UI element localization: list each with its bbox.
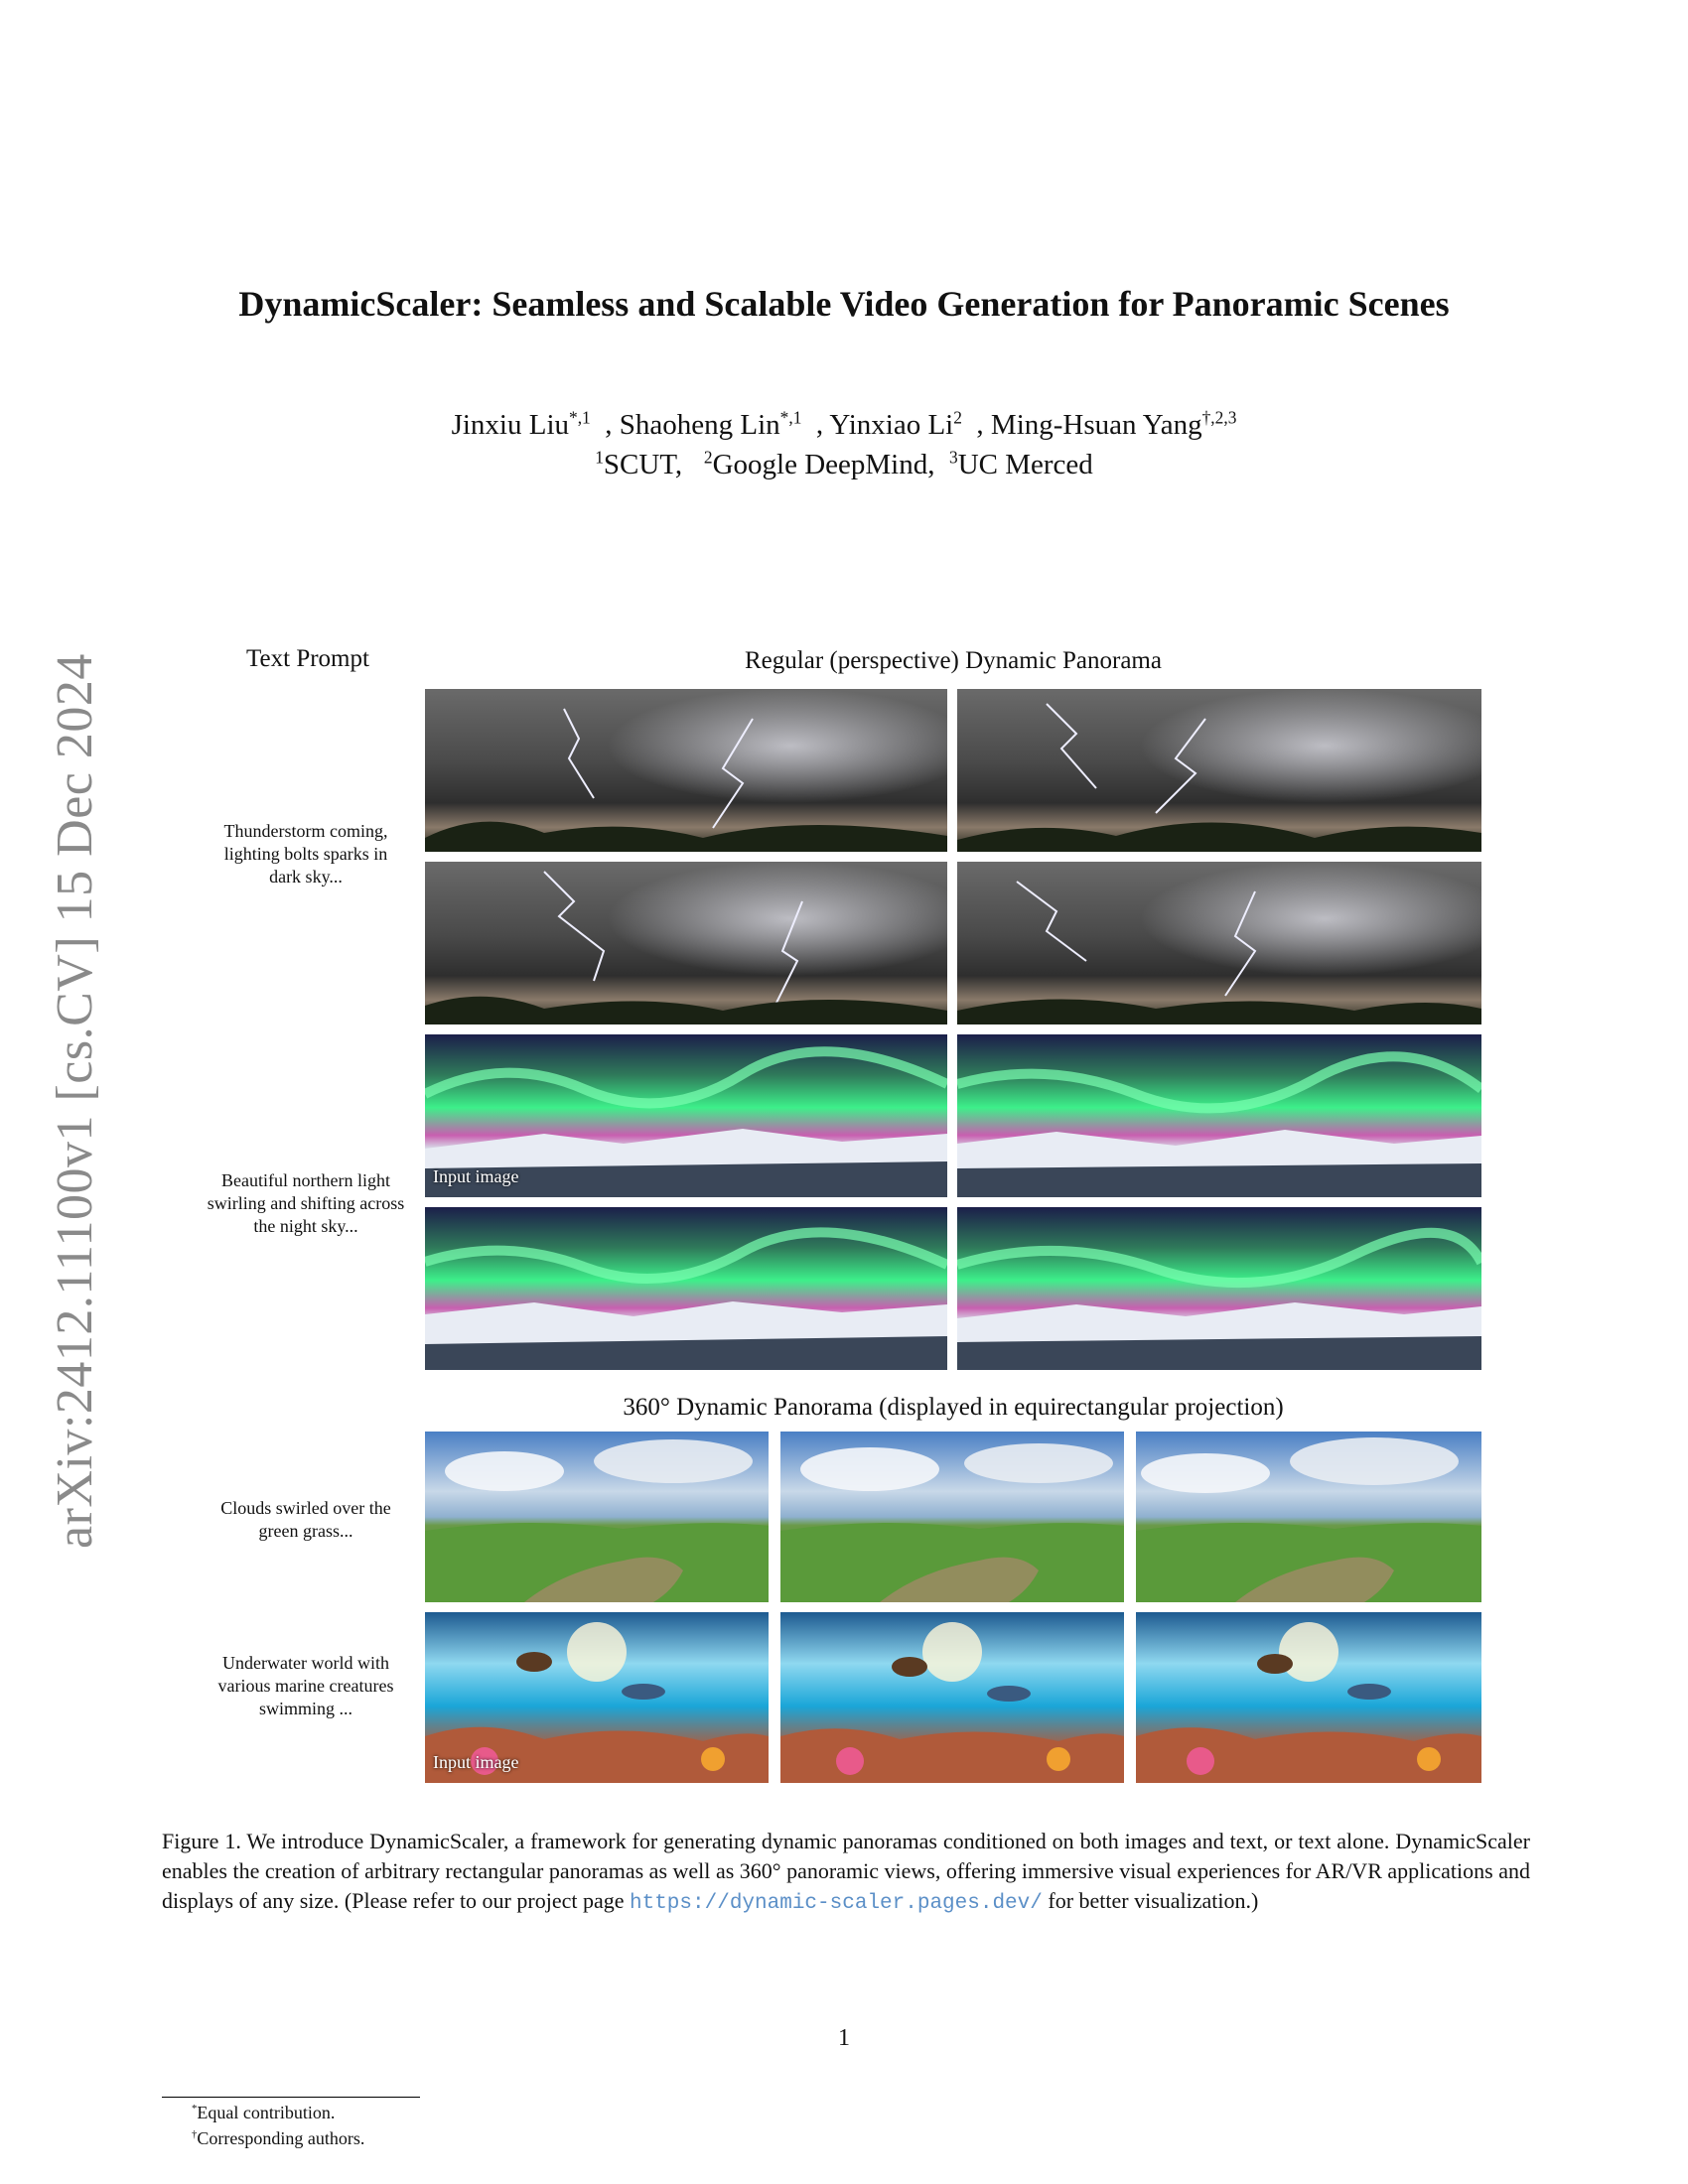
author: Jinxiu Liu$^{*,1}$ (451, 407, 591, 441)
prompt-aurora: Beautiful northern light swirling and shifting across the night sky... (207, 1170, 405, 1236)
project-page-link[interactable]: https://dynamic-scaler.pages.dev/ (630, 1892, 1043, 1915)
prompt-underwater: Underwater world with various marine creatures swimming ... (217, 1653, 394, 1718)
grass-panel (1136, 1432, 1481, 1602)
affiliation: $^2$Google DeepMind, (703, 447, 935, 480)
column-header-360: 360° Dynamic Panorama (displayed in equirectangular projection) (623, 1394, 1284, 1421)
grass-panel (780, 1432, 1124, 1602)
paper-title: DynamicScaler: Seamless and Scalable Video Generation for Panoramic Scenes (238, 284, 1450, 324)
aurora-panel (957, 1207, 1481, 1370)
aurora-panel (957, 1034, 1481, 1197)
author: Yinxiao Li$^2$ (829, 407, 962, 441)
storm-panel (425, 862, 947, 1024)
prompt-storm: Thunderstorm coming, lighting bolts sparks in dark sky... (223, 821, 388, 887)
affiliations (99, 437, 1589, 484)
storm-panel (957, 689, 1481, 852)
aurora-panel (425, 1207, 947, 1370)
affiliation: $^3$UC Merced (949, 447, 1093, 480)
figure-caption: Figure 1. We introduce DynamicScaler, a framework for generating dynamic panoramas conditioned on both images and text, or text alone. DynamicScaler enables the creation of arbitrary rectangular panoramas as well as 360° panoramic views, offering immersive visual experiences for AR/VR applications and displays of any size. (Please refer to our project page https://dynamic-scaler.pages.dev/ for better visualization.) (162, 1829, 1530, 1915)
footnote: *Equal contribution. (192, 2103, 336, 2122)
input-image-label: Input image (433, 1752, 519, 1772)
footnote-divider (162, 2097, 420, 2098)
underwater-panel (1136, 1612, 1481, 1783)
author-list: Jinxiu Liu$^{*,1}$ , Shaoheng Lin$^{*,1}$ , Yinxiao Li$^2$ , Ming-Hsuan Yang$^{\dagger,2,3}$ (451, 407, 1237, 441)
affiliation: $^1$SCUT, (595, 447, 683, 480)
aurora-panel (425, 1034, 947, 1197)
footnote: †Corresponding authors. (192, 2128, 365, 2148)
column-header-text-prompt: Text Prompt (246, 645, 369, 672)
column-header-regular: Regular (perspective) Dynamic Panorama (745, 647, 1162, 674)
arxiv-identifier: arXiv:2412.11100v1 [cs.CV] 15 Dec 2024 (46, 653, 103, 1549)
storm-panel (425, 689, 947, 852)
page-number: 1 (838, 2025, 850, 2051)
author: Shaoheng Lin$^{*,1}$ (619, 407, 802, 441)
storm-panel (957, 862, 1481, 1024)
input-image-label: Input image (433, 1166, 519, 1186)
grass-panel (425, 1432, 769, 1602)
author: Ming-Hsuan Yang$^{\dagger,2,3}$ (990, 407, 1237, 441)
underwater-panel (425, 1612, 769, 1783)
prompt-clouds: Clouds swirled over the green grass... (220, 1498, 391, 1541)
underwater-panel (780, 1612, 1124, 1783)
